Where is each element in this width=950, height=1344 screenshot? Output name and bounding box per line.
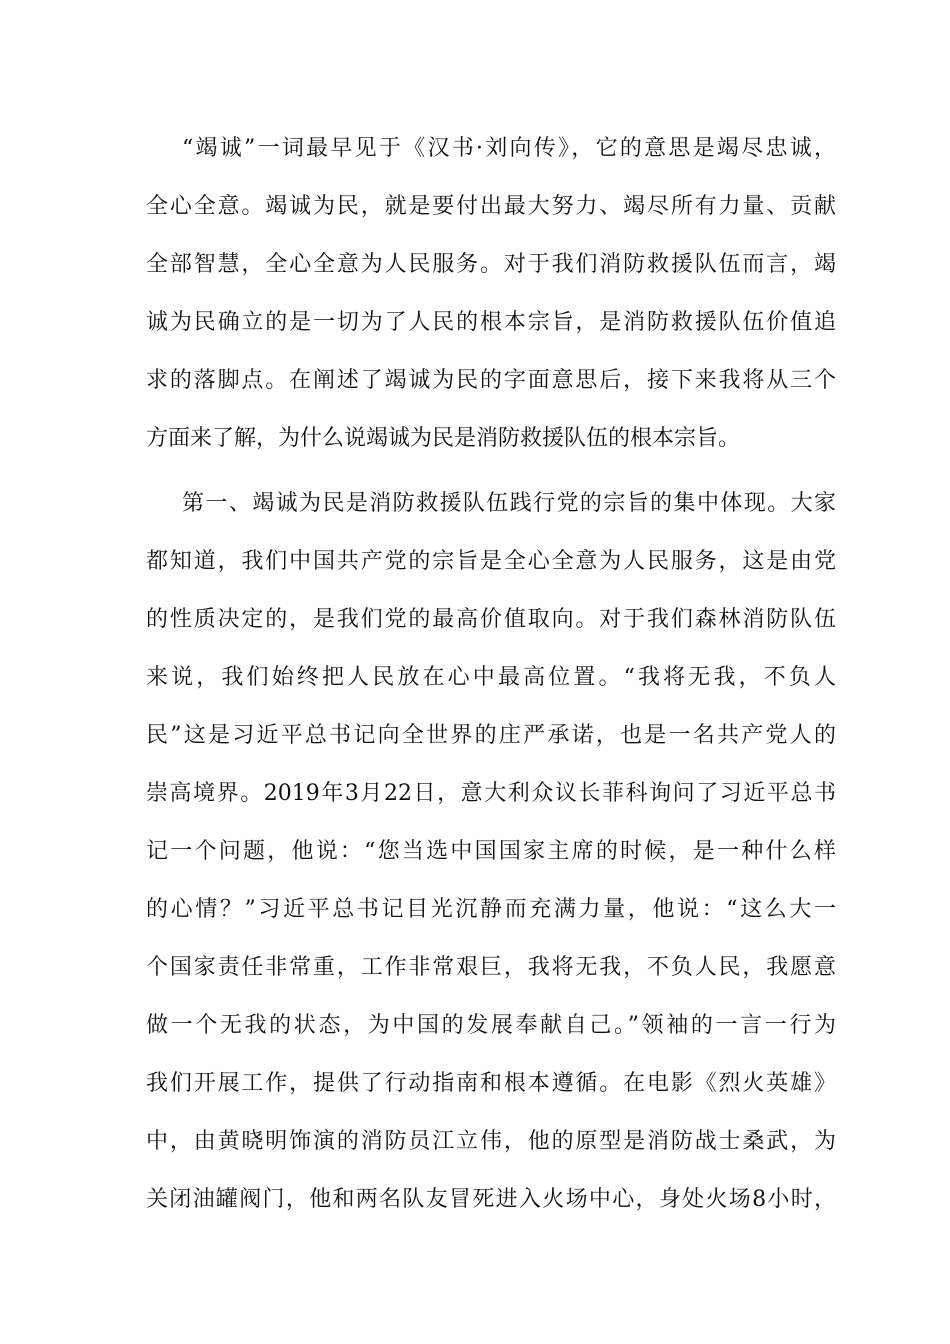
paragraph-line: 的性质决定的，是我们党的最高价值取向。对于我们森林消防队伍 — [146, 607, 836, 632]
paragraph-line: 的心情？”习近平总书记目光沉静而充满力量，他说：“这么大一 — [146, 897, 836, 922]
paragraph-2 — [146, 475, 836, 1229]
paragraph-line: 个国家责任非常重，工作非常艰巨，我将无我，不负人民，我愿意 — [146, 955, 836, 980]
paragraph-line: 民”这是习近平总书记向全世界的庄严承诺，也是一名共产党人的 — [146, 723, 836, 748]
paragraph-line: 做一个无我的状态，为中国的发展奉献自己。”领袖的一言一行为 — [146, 1013, 836, 1038]
paragraph-line: 诚为民确立的是一切为了人民的根本宗旨，是消防救援队伍价值追 — [146, 310, 836, 335]
paragraph-line: 求的落脚点。在阐述了竭诚为民的字面意思后，接下来我将从三个 — [146, 368, 836, 393]
paragraph-line: 记一个问题，他说：“您当选中国国家主席的时候，是一种什么样 — [146, 839, 836, 864]
paragraph-line: 中，由黄晓明饰演的消防员江立伟，他的原型是消防战士桑武，为 — [146, 1129, 836, 1154]
paragraph-line: 关闭油罐阀门，他和两名队友冒死进入火场中心，身处火场8小时， — [146, 1187, 836, 1212]
paragraph-line: 方面来了解，为什么说竭诚为民是消防救援队伍的根本宗旨。 — [146, 426, 741, 451]
paragraph-line: 全部智慧，全心全意为人民服务。对于我们消防救援队伍而言，竭 — [146, 252, 836, 277]
paragraph-line: 来说，我们始终把人民放在心中最高位置。“我将无我，不负人 — [146, 665, 836, 690]
paragraph-line: 都知道，我们中国共产党的宗旨是全心全意为人民服务，这是由党 — [146, 549, 836, 574]
paragraph-line: 全心全意。竭诚为民，就是要付出最大努力、竭尽所有力量、贡献 — [146, 194, 836, 219]
paragraph-line: 我们开展工作，提供了行动指南和根本遵循。在电影《烈火英雄》 — [146, 1071, 836, 1096]
paragraph-line: 崇高境界。2019年3月22日，意大利众议长菲科询问了习近平总书 — [146, 781, 836, 806]
paragraph-line: “竭诚”一词最早见于《汉书·刘向传》，它的意思是竭尽忠诚， — [182, 136, 836, 161]
paragraph-1 — [146, 120, 836, 468]
paragraph-line: 第一、竭诚为民是消防救援队伍践行党的宗旨的集中体现。大家 — [182, 491, 836, 516]
